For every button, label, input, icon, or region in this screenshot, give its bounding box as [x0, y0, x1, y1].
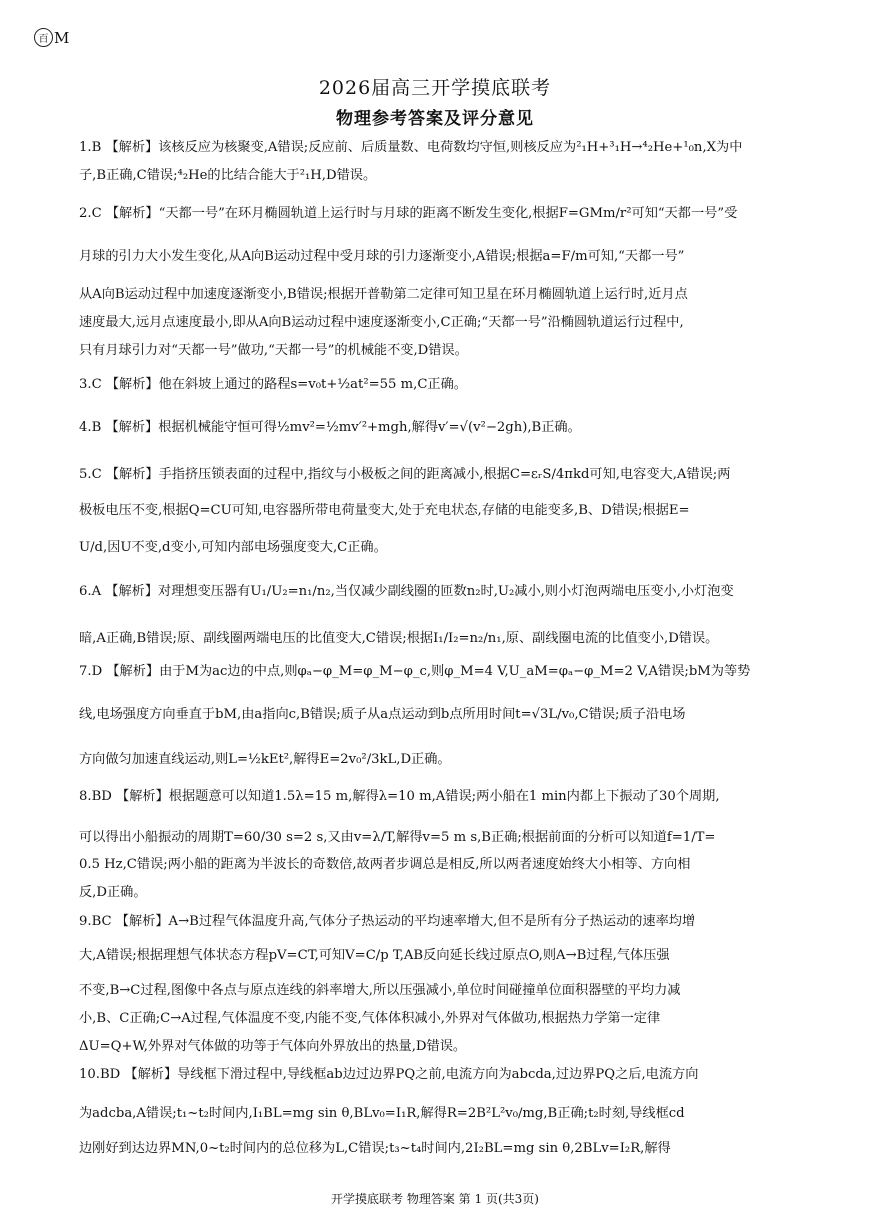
answer-line: 反,D正确。	[79, 885, 147, 900]
answer-line: 5.C 【解析】手指挤压锁表面的过程中,指纹与小极板之间的距离减小,根据C=εᵣS/4πkd可知,电容变大,A错误;两	[79, 467, 731, 482]
answer-line: 大,A错误;根据理想气体状态方程pV=CT,可知V=C/p T,AB反向延长线过原点O,则A→B过程,气体压强	[79, 948, 670, 963]
answer-line: 0.5 Hz,C错误;两小船的距离为半波长的奇数倍,故两者步调总是相反,所以两者速度始终大小相等、方向相	[79, 857, 691, 872]
logo-circle-icon: 百	[34, 28, 53, 47]
answer-line: 线,电场强度方向垂直于bM,由a指向c,B错误;质子从a点运动到b点所用时间t=√3L/v₀,C错误;质子沿电场	[79, 707, 686, 722]
answer-line: 速度最大,远月点速度最小,即从A向B运动过程中速度逐渐变小,C正确;“天都一号”沿椭圆轨道运行过程中,	[79, 315, 684, 330]
exam-title: 2026届高三开学摸底联考	[318, 77, 552, 99]
answer-line: 2.C 【解析】“天都一号”在环月椭圆轨道上运行时与月球的距离不断发生变化,根据F=GMm/r²可知“天都一号”受	[79, 206, 738, 221]
answer-line: 8.BD 【解析】根据题意可以知道1.5λ=15 m,解得λ=10 m,A错误;两小船在1 min内都上下振动了30个周期,	[79, 789, 720, 804]
answer-line: 月球的引力大小发生变化,从A向B运动过程中受月球的引力逐渐变小,A错误;根据a=F/m可知,“天都一号”	[79, 249, 685, 264]
answer-line: 3.C 【解析】他在斜坡上通过的路程s=v₀t+½at²=55 m,C正确。	[79, 377, 467, 392]
answer-line: U/d,因U不变,d变小,可知内部电场强度变大,C正确。	[79, 540, 387, 555]
page-footer: 开学摸底联考 物理答案 第 1 页(共3页)	[331, 1192, 539, 1206]
answer-line: 7.D 【解析】由于M为ac边的中点,则φₐ−φ_M=φ_M−φ_c,则φ_M=4 V,U_aM=φₐ−φ_M=2 V,A错误;bM为等势	[79, 664, 751, 679]
publisher-logo	[34, 28, 69, 47]
answer-line: 方向做匀加速直线运动,则L=½kEt²,解得E=2v₀²/3kL,D正确。	[79, 752, 451, 767]
answer-line: 4.B 【解析】根据机械能守恒可得½mv²=½mv′²+mgh,解得v′=√(v²−2gh),B正确。	[79, 420, 581, 435]
answer-line: 小,B、C正确;C→A过程,气体温度不变,内能不变,气体体积减小,外界对气体做功,根据热力学第一定律	[79, 1011, 661, 1026]
answer-line: 1.B 【解析】该核反应为核聚变,A错误;反应前、后质量数、电荷数均守恒,则核反应为²₁H+³₁H→⁴₂He+¹₀n,X为中	[79, 140, 743, 155]
answer-line: 从A向B运动过程中加速度逐渐变小,B错误;根据开普勒第二定律可知卫星在环月椭圆轨道上运行时,近月点	[79, 287, 688, 302]
answer-line: 为adcba,A错误;t₁~t₂时间内,I₁BL=mg sin θ,BLv₀=I₁R,解得R=2B²L²v₀/mg,B正确;t₂时刻,导线框cd	[79, 1106, 685, 1121]
answer-line: 10.BD 【解析】导线框下滑过程中,导线框ab边过边界PQ之前,电流方向为abcda,过边界PQ之后,电流方向	[79, 1067, 699, 1082]
answer-line: 极板电压不变,根据Q=CU可知,电容器所带电荷量变大,处于充电状态,存储的电能变多,B、D错误;根据E=	[79, 503, 690, 518]
answer-line: 可以得出小船振动的周期T=60/30 s=2 s,又由v=λ/T,解得v=5 m s,B正确;根据前面的分析可以知道f=1/T=	[79, 830, 716, 845]
answer-line: 9.BC 【解析】A→B过程气体温度升高,气体分子热运动的平均速率增大,但不是所有分子热运动的速率均增	[79, 914, 696, 929]
logo-text: M	[54, 28, 70, 47]
answer-line: 6.A 【解析】对理想变压器有U₁/U₂=n₁/n₂,当仅减少副线圈的匝数n₂时,U₂减小,则小灯泡两端电压变小,小灯泡变	[79, 584, 734, 599]
answer-line: 不变,B→C过程,图像中各点与原点连线的斜率增大,所以压强减小,单位时间碰撞单位面积器壁的平均力减	[79, 983, 681, 998]
answer-line: 边刚好到达边界MN,0~t₂时间内的总位移为L,C错误;t₃~t₄时间内,2I₂BL=mg sin θ,2BLv=I₂R,解得	[79, 1141, 671, 1156]
answer-line: 子,B正确,C错误;⁴₂He的比结合能大于²₁H,D错误。	[79, 168, 377, 183]
answer-line: 暗,A正确,B错误;原、副线圈两端电压的比值变大,C错误;根据I₁/I₂=n₂/n₁,原、副线圈电流的比值变小,D错误。	[79, 631, 719, 646]
answer-key-title: 物理参考答案及评分意见	[336, 109, 534, 129]
answer-line: 只有月球引力对“天都一号”做功,“天都一号”的机械能不变,D错误。	[79, 343, 468, 358]
answer-line: ΔU=Q+W,外界对气体做的功等于气体向外界放出的热量,D错误。	[79, 1039, 467, 1054]
